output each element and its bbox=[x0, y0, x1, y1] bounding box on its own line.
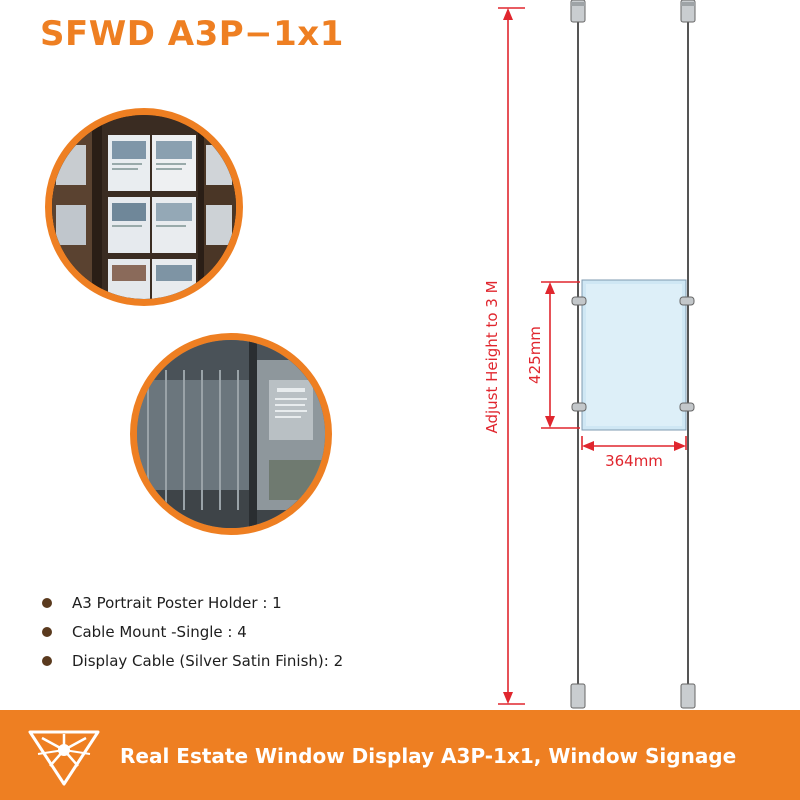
panel-width-label: 364mm bbox=[605, 452, 663, 470]
footer-text: Real Estate Window Display A3P-1x1, Window Signage bbox=[120, 744, 737, 768]
gripper-top-right-icon bbox=[680, 297, 694, 305]
panel-height-label: 425mm bbox=[526, 326, 544, 384]
bottom-right-mount-icon bbox=[681, 684, 695, 708]
gripper-top-left-icon bbox=[572, 297, 586, 305]
height-label: Adjust Height to 3 M bbox=[483, 280, 501, 434]
feature-label: Cable Mount -Single : 4 bbox=[72, 623, 247, 641]
feature-label: A3 Portrait Poster Holder : 1 bbox=[72, 594, 282, 612]
gripper-bottom-right-icon bbox=[680, 403, 694, 411]
bottom-left-mount-icon bbox=[571, 684, 585, 708]
panel-width-dimension bbox=[582, 436, 686, 470]
page-title: SFWD A3P−1x1 bbox=[40, 14, 344, 54]
top-right-mount-icon bbox=[681, 0, 695, 22]
top-left-mount-icon bbox=[571, 0, 585, 22]
sunburst-logo-icon bbox=[28, 724, 100, 786]
footer-banner bbox=[0, 710, 800, 800]
feature-label: Display Cable (Silver Satin Finish): 2 bbox=[72, 652, 344, 670]
height-dimension bbox=[483, 8, 525, 704]
gripper-bottom-left-icon bbox=[572, 403, 586, 411]
